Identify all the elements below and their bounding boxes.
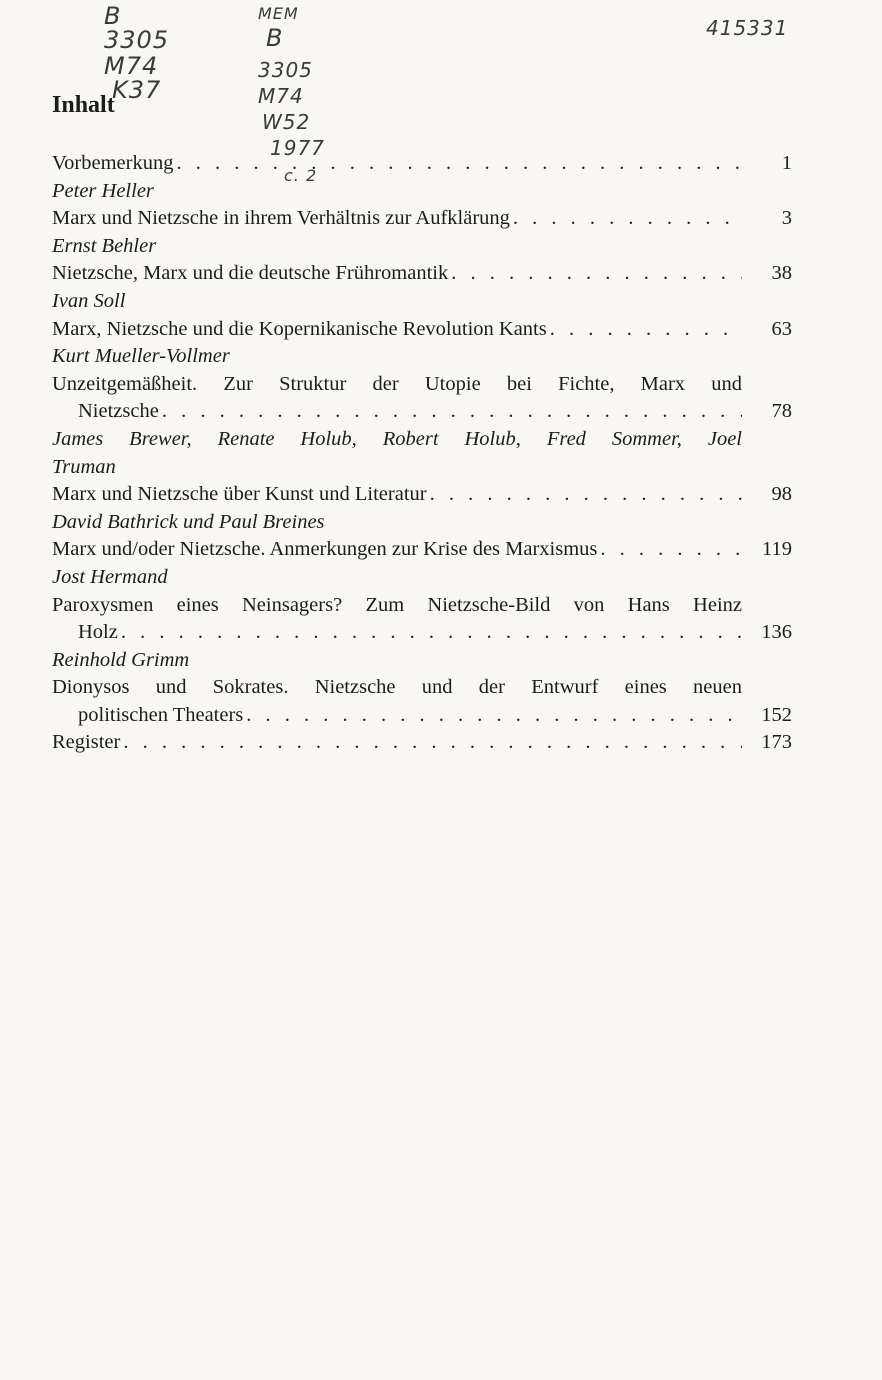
dot-leader <box>243 702 742 730</box>
toc-page-number: 98 <box>771 483 792 506</box>
toc-author-line2: Truman <box>52 455 116 478</box>
toc-entry-title-line2: Nietzsche <box>78 400 159 423</box>
hand-call-line7: c. 2 <box>284 166 318 185</box>
dot-leader <box>427 481 742 509</box>
toc-page-number: 173 <box>761 731 792 754</box>
toc-page-number: 3 <box>781 207 792 230</box>
toc-entry-title: Marx und/oder Nietzsche. Anmerkungen zur Krise des Marxismus <box>52 538 598 561</box>
hand-call-line4: M74 <box>258 84 304 108</box>
toc-entry <box>52 536 792 564</box>
toc-page-number: 78 <box>771 400 792 423</box>
toc-entry-title: Marx, Nietzsche und die Kopernikanische Revolution Kants <box>52 317 547 340</box>
toc-entry <box>52 702 792 730</box>
hand-call-line5: W52 <box>262 110 311 134</box>
toc-page-number: 119 <box>762 538 792 561</box>
toc-entry <box>52 205 792 233</box>
toc-entry-title: Marx und Nietzsche über Kunst und Literatur <box>52 483 427 506</box>
toc-entry-title: Nietzsche, Marx und die deutsche Frühromantik <box>52 262 449 285</box>
table-of-contents <box>52 150 792 757</box>
toc-page-number: 152 <box>761 703 792 726</box>
toc-author: Ernst Behler <box>52 234 157 257</box>
toc-entry-title-line1: Dionysos und Sokrates. Nietzsche und der Entwurf eines neuen <box>52 676 742 699</box>
hand-call-line6: 1977 <box>270 136 325 160</box>
toc-author: Jost Hermand <box>52 565 168 588</box>
toc-author: David Bathrick und Paul Breines <box>52 510 325 533</box>
toc-author: Reinhold Grimm <box>52 648 190 671</box>
toc-author-line1: James Brewer, Renate Holub, Robert Holub, Fred Sommer, Joel <box>52 427 742 450</box>
toc-entry-title: Marx und Nietzsche in ihrem Verhältnis zur Aufklärung <box>52 207 510 230</box>
hand-call-line3: 3305 <box>258 58 313 82</box>
dot-leader <box>159 398 742 426</box>
toc-entry-title-line1: Unzeitgemäßheit. Zur Struktur der Utopie bei Fichte, Marx und <box>52 372 742 395</box>
toc-entry <box>52 729 792 757</box>
toc-page-number: 1 <box>781 152 792 174</box>
hand-call-line2: B <box>266 24 284 52</box>
toc-author: Ivan Soll <box>52 289 126 312</box>
dot-leader <box>120 729 742 757</box>
hand-left-line1: B <box>104 2 122 30</box>
toc-author: Peter Heller <box>52 179 154 202</box>
hand-left-line4: K37 <box>112 76 162 104</box>
toc-page-number: 136 <box>761 621 792 644</box>
toc-entry <box>52 619 792 647</box>
dot-leader <box>118 619 742 647</box>
toc-entry-title-line2: politischen Theaters <box>78 703 244 726</box>
dot-leader <box>173 150 742 178</box>
toc-entry <box>52 316 792 344</box>
hand-left-line3: M74 <box>104 52 159 80</box>
dot-leader <box>448 260 742 288</box>
toc-entry <box>52 398 792 426</box>
toc-entry-title: Register <box>52 731 121 754</box>
dot-leader <box>547 316 742 344</box>
handwritten-accession-number: 415331 <box>706 16 789 40</box>
toc-entry-title: Vorbemerkung <box>52 152 174 174</box>
hand-call-line1: MEM <box>258 4 299 23</box>
toc-entry <box>52 260 792 288</box>
dot-leader <box>510 205 742 233</box>
toc-entry-title-line1: Paroxysmen eines Neinsagers? Zum Nietzsche-Bild von Hans Heinz <box>52 593 742 616</box>
toc-page-number: 38 <box>771 262 792 285</box>
toc-author: Kurt Mueller-Vollmer <box>52 345 230 368</box>
toc-page-number: 63 <box>771 317 792 340</box>
toc-entry-title-line2: Holz <box>78 621 118 644</box>
dot-leader <box>597 536 742 564</box>
toc-entry <box>52 150 792 178</box>
hand-left-line2: 3305 <box>104 26 170 54</box>
toc-entry <box>52 481 792 509</box>
page-title: Inhalt <box>52 92 115 118</box>
